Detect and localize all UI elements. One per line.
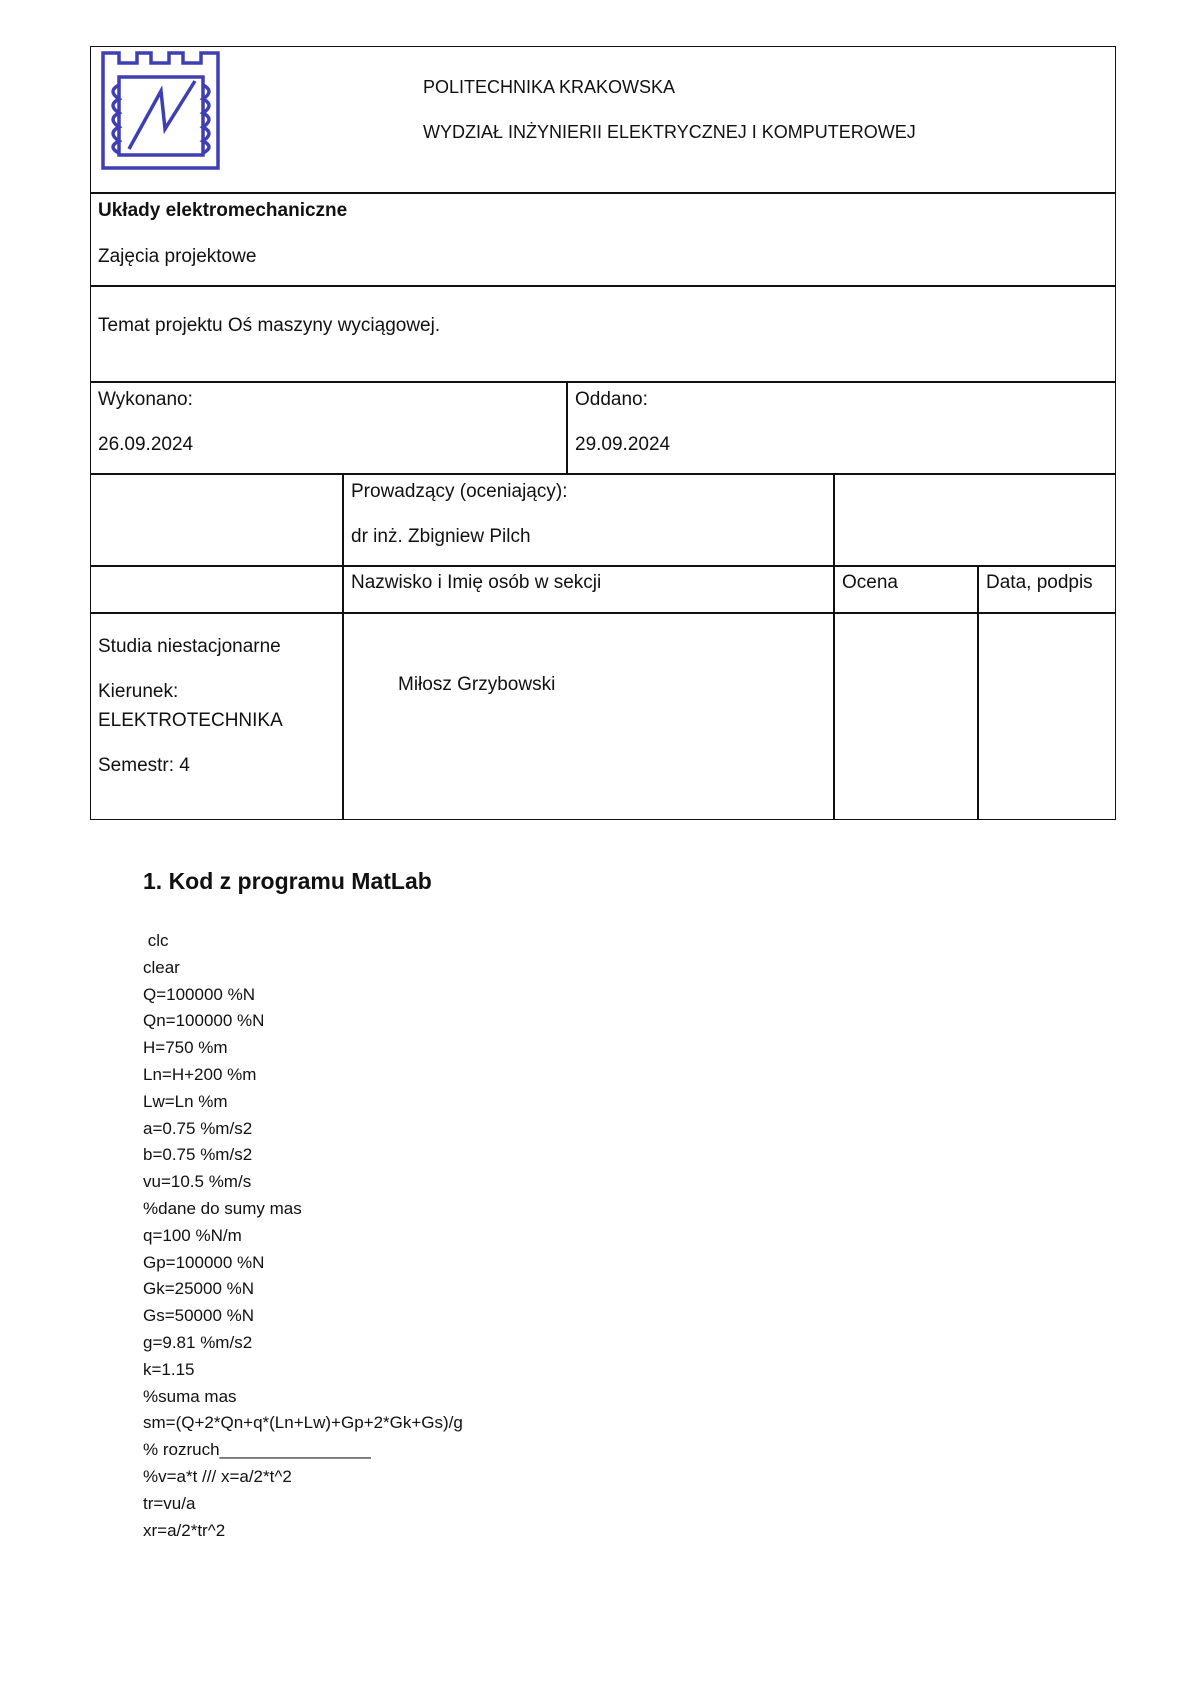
university-logo-icon bbox=[99, 49, 222, 171]
code-line: a=0.75 %m/s2 bbox=[143, 1118, 253, 1138]
code-line: %v=a*t /// x=a/2*t^2 bbox=[143, 1466, 292, 1486]
title-page-table bbox=[90, 46, 1116, 820]
student-row bbox=[91, 612, 1115, 819]
code-line: xr=a/2*tr^2 bbox=[143, 1520, 226, 1540]
university-name: POLITECHNIKA KRAKOWSKA bbox=[423, 77, 676, 97]
submitted-date: 29.09.2024 bbox=[575, 434, 671, 455]
code-line: vu=10.5 %m/s bbox=[143, 1172, 252, 1192]
code-line: H=750 %m bbox=[143, 1038, 228, 1058]
project-topic: Temat projektu Oś maszyny wyciągowej. bbox=[98, 315, 441, 336]
course-row bbox=[91, 192, 1115, 285]
columns-row bbox=[91, 565, 1115, 612]
code-listing bbox=[143, 928, 463, 1544]
topic-row bbox=[91, 285, 1115, 381]
code-line: clc bbox=[143, 931, 169, 950]
study-mode: Studia niestacjonarne bbox=[98, 636, 281, 657]
code-line: %suma mas bbox=[143, 1386, 237, 1406]
course-type: Zajęcia projektowe bbox=[98, 246, 257, 267]
code-line: tr=vu/a bbox=[143, 1493, 196, 1513]
code-line: Gs=50000 %N bbox=[143, 1306, 255, 1326]
code-line: Gk=25000 %N bbox=[143, 1279, 255, 1299]
section-heading: 1. Kod z programu MatLab bbox=[143, 868, 432, 894]
code-line: Gp=100000 %N bbox=[143, 1252, 265, 1272]
faculty-name: WYDZIAŁ INŻYNIERII ELEKTRYCZNEJ I KOMPUTEROWEJ bbox=[423, 122, 916, 142]
code-line: Qn=100000 %N bbox=[143, 1011, 265, 1031]
submitted-label: Oddano: bbox=[575, 389, 648, 410]
student-name: Miłosz Grzybowski bbox=[398, 674, 556, 695]
code-line: Ln=H+200 %m bbox=[143, 1064, 257, 1084]
code-line: Q=100000 %N bbox=[143, 984, 255, 1004]
code-line: g=9.81 %m/s2 bbox=[143, 1332, 253, 1352]
semester: Semestr: 4 bbox=[98, 755, 190, 776]
code-line: q=100 %N/m bbox=[143, 1225, 242, 1245]
field-value: ELEKTROTECHNIKA bbox=[98, 710, 283, 731]
header-row bbox=[91, 47, 1115, 192]
supervisor-name: dr inż. Zbigniew Pilch bbox=[351, 526, 531, 547]
code-line: Lw=Ln %m bbox=[143, 1091, 228, 1111]
code-line: sm=(Q+2*Qn+q*(Ln+Lw)+Gp+2*Gk+Gs)/g bbox=[143, 1413, 463, 1433]
done-date: 26.09.2024 bbox=[98, 434, 194, 455]
course-name: Układy elektromechaniczne bbox=[98, 200, 348, 221]
supervisor-row bbox=[91, 473, 1115, 565]
field-label: Kierunek: bbox=[98, 681, 179, 702]
names-column-header: Nazwisko i Imię osób w sekcji bbox=[351, 572, 602, 593]
done-label: Wykonano: bbox=[98, 389, 193, 410]
code-line: k=1.15 bbox=[143, 1359, 195, 1379]
code-line: b=0.75 %m/s2 bbox=[143, 1145, 253, 1165]
supervisor-label: Prowadzący (oceniający): bbox=[351, 481, 568, 502]
date-sign-column-header: Data, podpis bbox=[986, 572, 1093, 593]
code-line: %dane do sumy mas bbox=[143, 1198, 302, 1218]
code-line: % rozruch________________ bbox=[143, 1440, 371, 1460]
grade-column-header: Ocena bbox=[842, 572, 898, 593]
code-line: clear bbox=[143, 957, 180, 977]
dates-row bbox=[91, 381, 1115, 473]
